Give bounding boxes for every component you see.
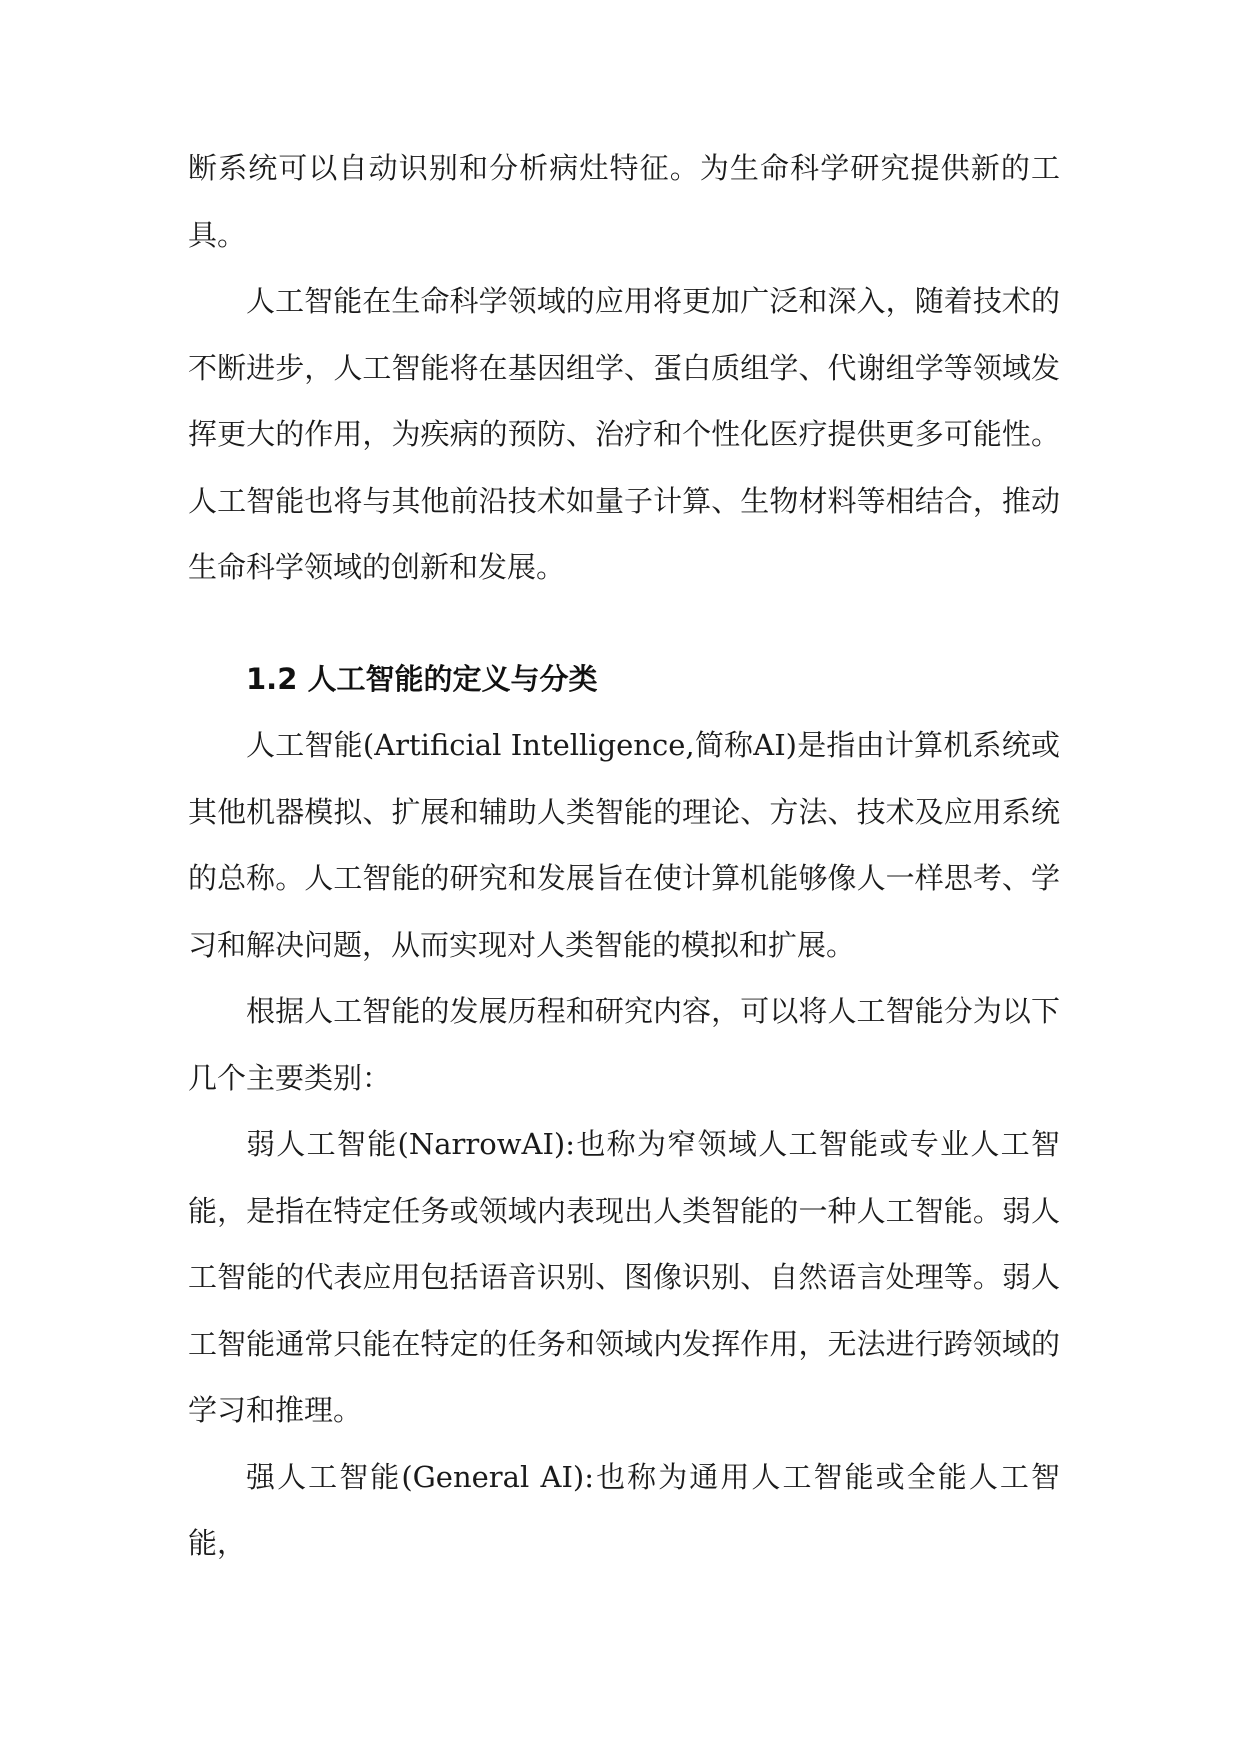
body-paragraph: 根据人工智能的发展历程和研究内容，可以将人工智能分为以下几个主要类别： (188, 994, 1060, 1095)
body-paragraph: 弱人工智能(NarrowAI):也称为窄领域人工智能或专业人工智能，是指在特定任务或领域内表现出人类智能的一种人工智能。弱人工智能的代表应用包括语音识别、图像识别、自然语言处理等。弱人工智能通常只能在特定的任务和领域内发挥作用，无法进行跨领域的学习和推理。 (188, 1127, 1060, 1427)
continuation-paragraph: 断系统可以自动识别和分析病灶特征。为生命科学研究提供新的工具。 (188, 151, 1060, 252)
body-paragraph: 强人工智能(General AI):也称为通用人工智能或全能人工智能， (188, 1459, 1060, 1560)
body-paragraph: 人工智能在生命科学领域的应用将更加广泛和深入，随着技术的不断进步，人工智能将在基因组学、蛋白质组学、代谢组学等领域发挥更大的作用，为疾病的预防、治疗和个性化医疗提供更多可能性。人工智能也将与其他前沿技术如量子计算、生物材料等相结合，推动生命科学领域的创新和发展。 (188, 284, 1060, 584)
document-body (188, 135, 1060, 1577)
body-paragraph: 人工智能(Artificial Intelligence,简称AI)是指由计算机系统或其他机器模拟、扩展和辅助人类智能的理论、方法、技术及应用系统的总称。人工智能的研究和发展旨在使计算机能够像人一样思考、学习和解决问题，从而实现对人类智能的模拟和扩展。 (188, 728, 1060, 962)
section-heading: 1.2 人工智能的定义与分类 (246, 661, 598, 696)
